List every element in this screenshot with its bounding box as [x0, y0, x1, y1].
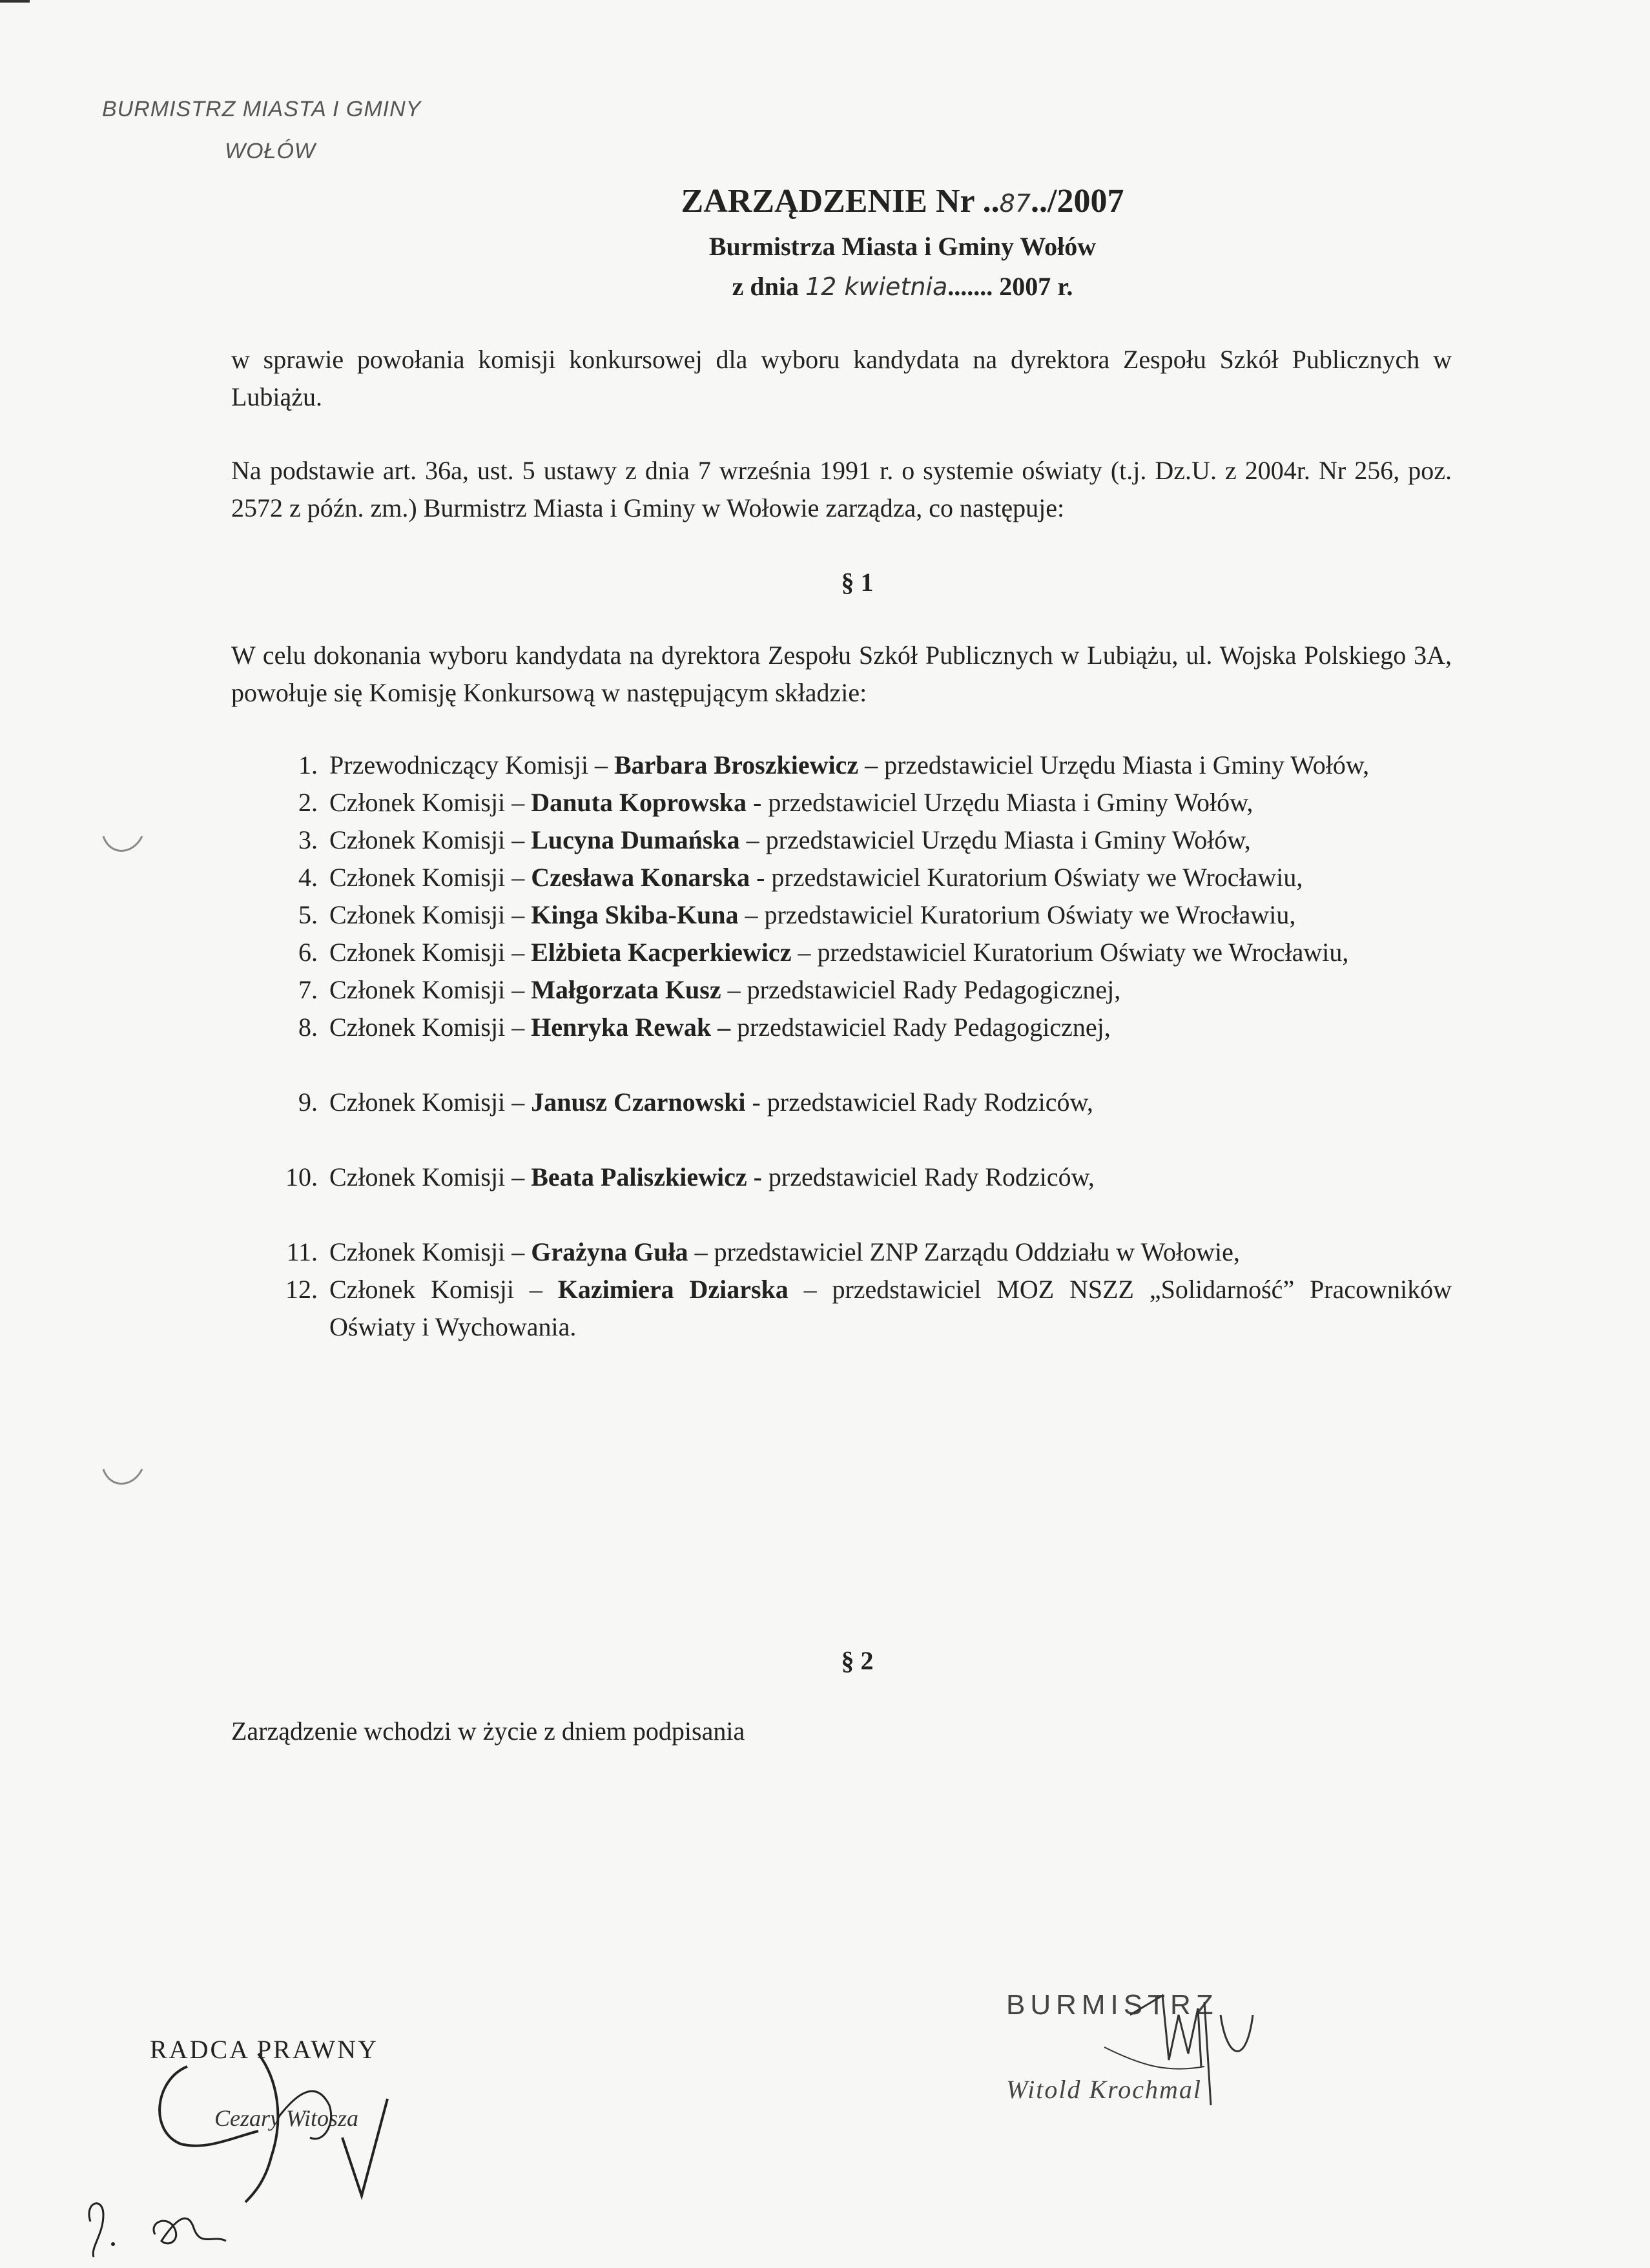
office-stamp	[102, 97, 421, 164]
section-2-mark: § 2	[841, 1646, 874, 1675]
legal-counsel-title: RADCA PRAWNY	[150, 2035, 378, 2064]
title-suffix: ../2007	[1031, 183, 1124, 220]
list-item: 5. Członek Komisji – Kinga Skiba-Kuna – przedstawiciel Kuratorium Oświaty we Wrocławiu,	[298, 900, 1296, 929]
document-title	[77, 182, 1650, 220]
list-item: 10. Członek Komisji – Beata Paliszkiewicz - przedstawiciel Rady Rodziców,	[285, 1162, 1095, 1191]
list-item: 2. Członek Komisji – Danuta Koprowska - przedstawiciel Urzędu Miasta i Gminy Wołów,	[298, 788, 1253, 817]
section-2-text: Zarządzenie wchodzi w życie z dniem podpisania	[231, 1716, 745, 1746]
handwritten-initials	[77, 2183, 284, 2260]
title-prefix: ZARZĄDZENIE Nr ..	[681, 183, 1000, 220]
list-item: 12. Członek Komisji – Kazimiera Dziarska – przedstawiciel MOZ NSZZ „Solidarność” Pracowników Oświaty i Wychowania.	[285, 1275, 1452, 1341]
title-number-handwritten: 87	[999, 189, 1031, 218]
date-handwritten: 12 kwietnia	[805, 273, 948, 301]
subject-paragraph: w sprawie powołania komisji konkursowej dla wyboru kandydata na dyrektora Zespołu Szkół Publicznych w Lubiążu.	[231, 345, 1452, 411]
date-suffix: ....... 2007 r.	[947, 272, 1073, 301]
list-item: 4. Członek Komisji – Czesława Konarska - przedstawiciel Kuratorium Oświaty we Wrocławiu,	[298, 863, 1303, 892]
legal-basis-paragraph: Na podstawie art. 36a, ust. 5 ustawy z dnia 7 września 1991 r. o systemie oświaty (t.j. Dz.U. z 2004r. Nr 256, poz. 2572 z późn. zm.) Burmistrz Miasta i Gminy w Wołowie zarządza, co następuje:	[231, 456, 1452, 522]
list-item: 9. Członek Komisji – Janusz Czarnowski - przedstawiciel Rady Rodziców,	[298, 1088, 1093, 1117]
list-item: 3. Członek Komisji – Lucyna Dumańska – przedstawiciel Urzędu Miasta i Gminy Wołów,	[298, 825, 1251, 854]
list-item: 6. Członek Komisji – Elżbieta Kacperkiewicz – przedstawiciel Kuratorium Oświaty we Wrocławiu,	[298, 938, 1349, 967]
committee-member-list	[270, 747, 1452, 1346]
list-item: 8. Członek Komisji – Henryka Rewak – przedstawiciel Rady Pedagogicznej,	[298, 1013, 1111, 1042]
document-date	[77, 271, 1650, 302]
mayor-name: Witold Krochmal	[1006, 2075, 1202, 2104]
mayor-handwritten-signature	[1091, 1970, 1298, 2112]
list-item: 11. Członek Komisji – Grażyna Guła – przedstawiciel ZNP Zarządu Oddziału w Wołowie,	[286, 1237, 1240, 1266]
list-item: 7. Członek Komisji – Małgorzata Kusz – przedstawiciel Rady Pedagogicznej,	[298, 975, 1121, 1004]
list-item: 1. Przewodniczący Komisji – Barbara Broszkiewicz – przedstawiciel Urzędu Miasta i Gminy Wołów,	[298, 750, 1370, 779]
document-issuer: Burmistrza Miasta i Gminy Wołów	[708, 232, 1097, 261]
date-prefix: z dnia	[732, 272, 805, 301]
stamp-line-1: BURMISTRZ MIASTA I GMINY	[102, 97, 422, 121]
stamp-line-2: WOŁÓW	[225, 139, 316, 163]
punch-hole-mark	[97, 1466, 149, 1492]
section-1-intro: W celu dokonania wyboru kandydata na dyrektora Zespołu Szkół Publicznych w Lubiążu, ul. Wojska Polskiego 3A, powołuje się Komisję Konkursową w następującym składzie:	[231, 641, 1452, 707]
section-1-mark: § 1	[841, 568, 874, 597]
scan-edge-mark	[0, 0, 30, 3]
legal-counsel-name: Cezary Witosza	[214, 2105, 359, 2131]
mayor-title: BURMISTRZ	[1006, 1989, 1219, 2021]
punch-hole-mark	[97, 833, 149, 859]
